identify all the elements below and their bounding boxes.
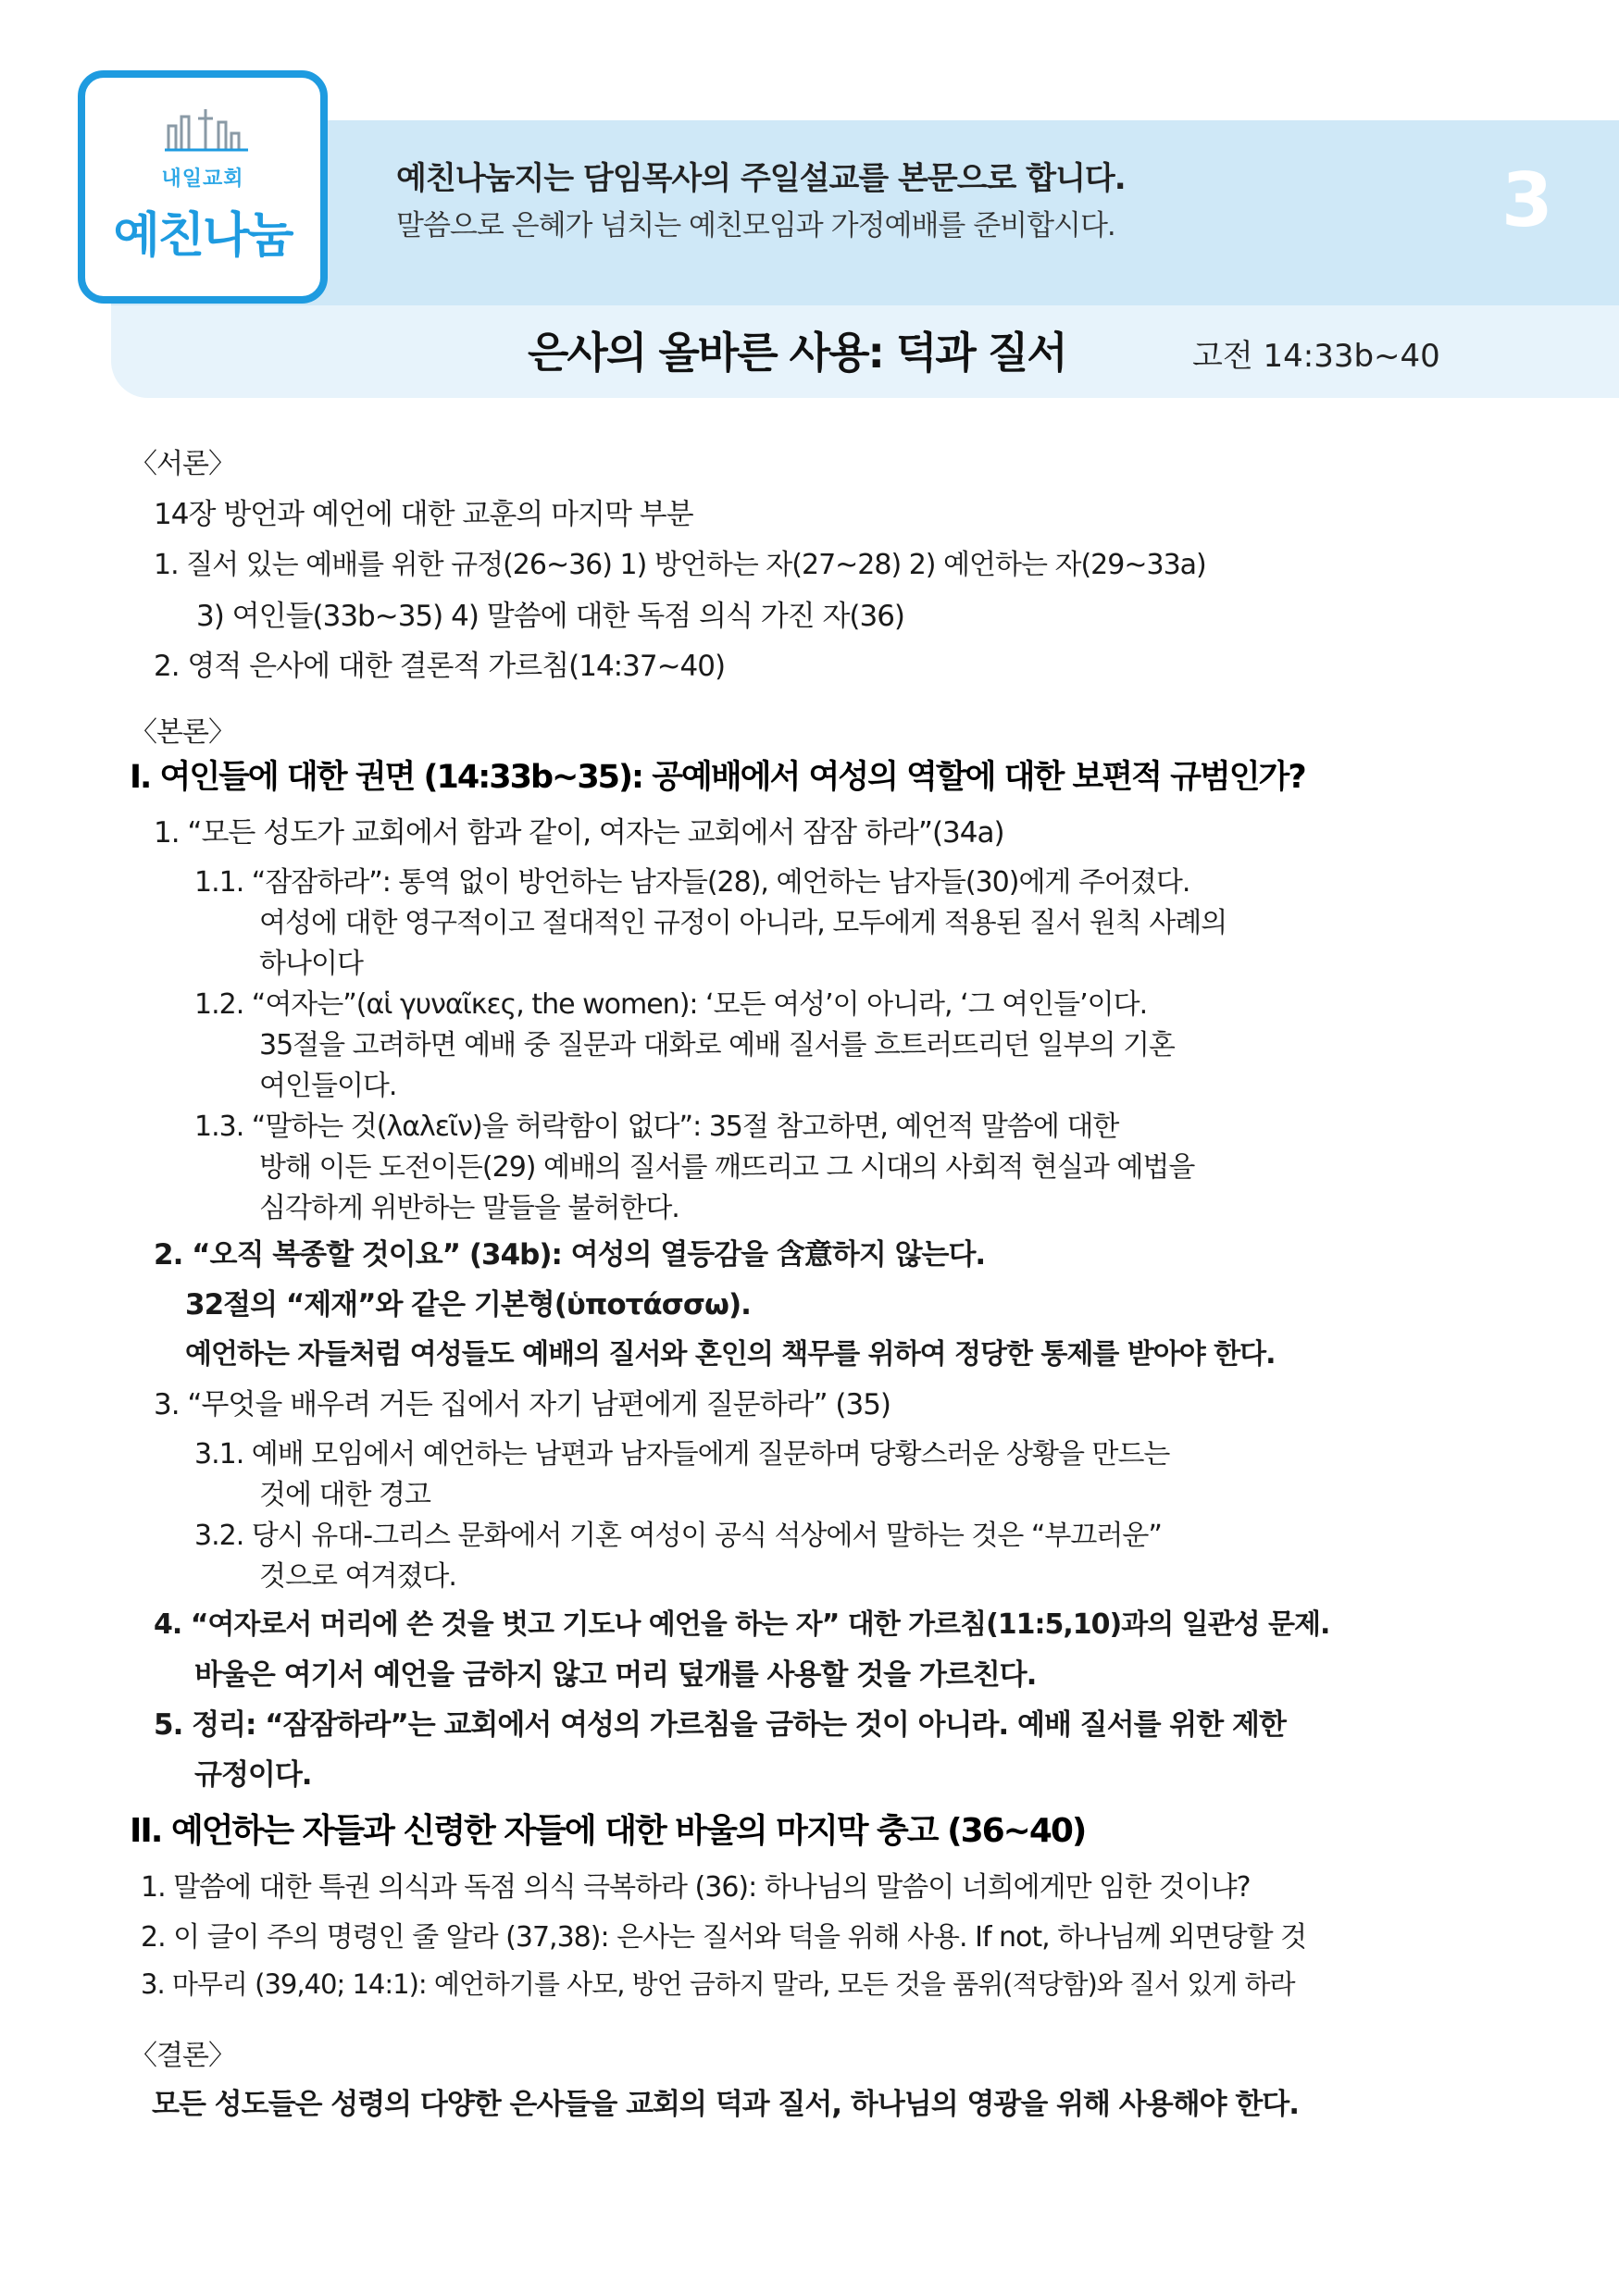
conclusion-line: 모든 성도들은 성령의 다양한 은사들을 교회의 덕과 질서, 하나님의 영광을 위해 사용해야 한다.: [152, 2088, 1300, 2121]
intro-line-1: 예친나눔지는 담임목사의 주일설교를 본문으로 합니다.: [396, 160, 1126, 197]
heading-part-2: II. 예언하는 자들과 신령한 자들에 대한 바울의 마지막 충고 (36~40): [130, 1812, 1086, 1850]
body-line: 1. “모든 성도가 교회에서 함과 같이, 여자는 교회에서 잠잠 하라”(34a): [154, 816, 1004, 850]
body-line: 3. “무엇을 배우려 거든 집에서 자기 남편에게 질문하라” (35): [154, 1388, 891, 1421]
body-line: 여인들이다.: [259, 1070, 397, 1102]
body-line: 것에 대한 경고: [259, 1479, 430, 1511]
body-line: 1.1. “잠잠하라”: 통역 없이 방언하는 남자들(28), 예언하는 남자들(30)에게 주어졌다.: [194, 866, 1190, 899]
body-line: 2. “오직 복종할 것이요” (34b): 여성의 열등감을 含意하지 않는다.: [154, 1238, 986, 1272]
body-line: 예언하는 자들처럼 여성들도 예배의 질서와 혼인의 책무를 위하여 정당한 통제를 받아야 한다.: [185, 1338, 1276, 1371]
body-line: 1.3. “말하는 것(λαλεῖν)을 허락함이 없다”: 35절 참고하면, 예언적 말씀에 대한: [194, 1111, 1119, 1143]
scripture-reference: 고전 14:33b~40: [1192, 338, 1440, 375]
body-line: 방해 이든 도전이든(29) 예배의 질서를 깨뜨리고 그 시대의 사회적 현실과 예법을: [259, 1151, 1195, 1184]
intro-line: 3) 여인들(33b~35) 4) 말씀에 대한 독점 의식 가진 자(36): [196, 600, 905, 633]
sermon-title: 은사의 올바른 사용: 덕과 질서: [528, 328, 1066, 378]
body-line: 2. 이 글이 주의 명령인 줄 알라 (37,38): 은사는 질서와 덕을 위해 사용. If not, 하나님께 외면당할 것: [141, 1921, 1307, 1954]
church-skyline-icon: [165, 105, 248, 152]
page-number: 3: [1501, 157, 1553, 243]
body-line: 것으로 여겨졌다.: [259, 1560, 456, 1593]
body-line: 32절의 “제재”와 같은 기본형(ὑποτάσσω).: [185, 1288, 751, 1322]
intro-line: 1. 질서 있는 예배를 위한 규정(26~36) 1) 방언하는 자(27~28) 2) 예언하는 자(29~33a): [154, 549, 1206, 581]
body-line: 3. 마무리 (39,40; 14:1): 예언하기를 사모, 방언 금하지 말라, 모든 것을 품위(적당함)와 질서 있게 하라: [141, 1968, 1295, 2000]
body-line: 하나이다: [259, 948, 363, 980]
logo: [78, 70, 328, 304]
body-line: 여성에 대한 영구적이고 절대적인 규정이 아니라, 모두에게 적용된 질서 원칙 사례의: [259, 907, 1227, 939]
body-line: 1.2. “여자는”(αἱ γυναῖκες, the women): ‘모든 여성’이 아니라, ‘그 여인들’이다.: [194, 988, 1148, 1021]
section-label-intro: 〈서론〉: [130, 448, 235, 480]
body-line: 바울은 여기서 예언을 금하지 않고 머리 덮개를 사용할 것을 가르친다.: [194, 1658, 1037, 1692]
body-line: 1. 말씀에 대한 특권 의식과 독점 의식 극복하라 (36): 하나님의 말씀이 너희에게만 임한 것이냐?: [141, 1871, 1251, 1904]
logo-church-name: 내일교회: [161, 168, 244, 191]
body-line: 심각하게 위반하는 말들을 불허한다.: [259, 1192, 679, 1224]
section-label-conclusion: 〈결론〉: [130, 2040, 235, 2072]
body-line: 규정이다.: [194, 1758, 312, 1792]
heading-part-1: I. 여인들에 대한 권면 (14:33b~35): 공예배에서 여성의 역할에 대한 보편적 규범인가?: [130, 759, 1305, 796]
intro-line: 2. 영적 은사에 대한 결론적 가르침(14:37~40): [154, 650, 726, 683]
intro-line: 14장 방언과 예언에 대한 교훈의 마지막 부분: [154, 498, 693, 531]
logo-title: 예친나눔: [113, 208, 293, 264]
body-line: 3.2. 당시 유대-그리스 문화에서 기혼 여성이 공식 석상에서 말하는 것은 “부끄러운”: [194, 1520, 1162, 1552]
body-line: 5. 정리: “잠잠하라”는 교회에서 여성의 가르침을 금하는 것이 아니라. 예배 질서를 위한 제한: [154, 1708, 1286, 1742]
body-line: 4. “여자로서 머리에 쓴 것을 벗고 기도나 예언을 하는 자” 대한 가르침(11:5,10)과의 일관성 문제.: [154, 1608, 1330, 1641]
body-line: 3.1. 예배 모임에서 예언하는 남편과 남자들에게 질문하며 당황스러운 상황을 만드는: [194, 1438, 1170, 1471]
section-label-body: 〈본론〉: [130, 716, 235, 749]
body-line: 35절을 고려하면 예배 중 질문과 대화로 예배 질서를 흐트러뜨리던 일부의 기혼: [259, 1029, 1175, 1061]
intro-line-2: 말씀으로 은혜가 넘치는 예친모임과 가정예배를 준비합시다.: [396, 209, 1115, 242]
